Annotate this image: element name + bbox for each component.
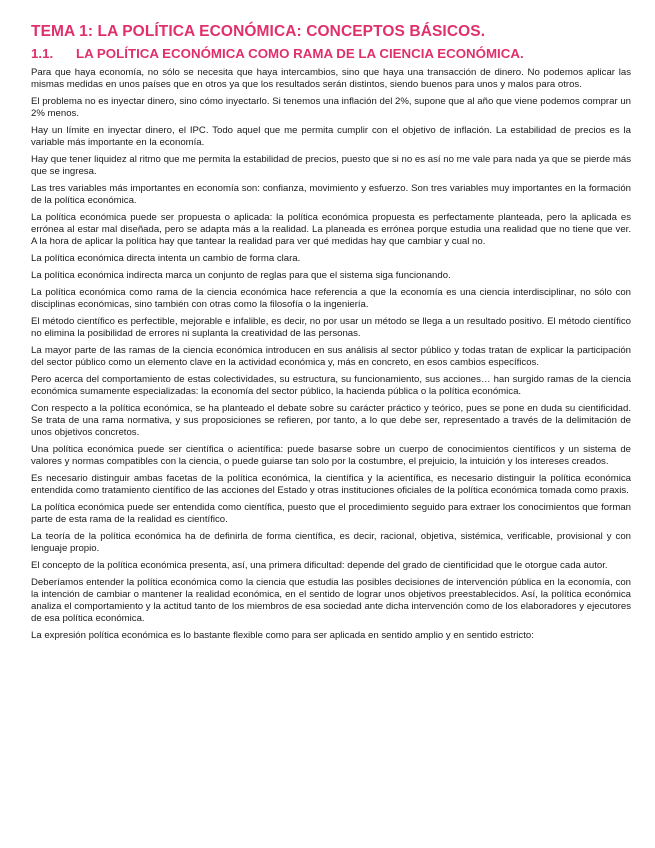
document-body — [31, 67, 631, 642]
section-title: LA POLÍTICA ECONÓMICA COMO RAMA DE LA CIENCIA ECONÓMICA. — [76, 46, 524, 61]
paragraph: El problema no es inyectar dinero, sino cómo inyectarlo. Si tenemos una inflación del 2%, supone que al año que viene podemos comprar un 2% menos. — [31, 96, 631, 120]
paragraph: La política económica directa intenta un cambio de forma clara. — [31, 253, 301, 265]
paragraph: El concepto de la política económica presenta, así, una primera dificultad: depende del grado de cientificidad que le otorgue cada autor. — [31, 560, 608, 571]
paragraph: La expresión política económica es lo bastante flexible como para ser aplicada en sentido amplio y en sentido estricto: — [31, 630, 534, 642]
paragraph: La política económica como rama de la ciencia económica hace referencia a que la economía es una ciencia interdisciplinar, no sólo con disciplinas económicas, sino también con otras como la filosofía o la ingeniería. — [31, 286, 631, 310]
paragraph: La teoría de la política económica ha de definirla de forma científica, es decir, racional, objetiva, sistémica, verificable, provisional y con lenguaje propio. — [31, 531, 631, 555]
paragraph: Con respecto a la política económica, se ha planteado el debate sobre su carácter práctico y teórico, pues se pone en duda su cientificidad. Se trata de una rama normativa, y sus proposiciones se refieren, por tanto, a lo que debe ser, representado a través de la delimitación de unos objetivos concretos. — [31, 402, 631, 439]
paragraph: Pero acerca del comportamiento de estas colectividades, su estructura, su funcionamiento, sus acciones… han surgido ramas de la ciencia económica sumamente especializadas: la economía del sector público, la hacienda pública o la política económica. — [31, 373, 631, 397]
section-number: 1.1. — [31, 46, 54, 61]
paragraph: La política económica puede ser propuesta o aplicada: la política económica propuesta es perfectamente planteada, pero la aplicada es errónea al estar mal diseñada, pero se adapta más a la realidad. La planeada es errónea porque estudia una realidad que no tiene que ver. A la hora de aplicar la política hay que tantear la realidad para ver qué medidas hay que cambiar y cual no. — [31, 212, 631, 248]
paragraph: La mayor parte de las ramas de la ciencia económica introducen en sus análisis al sector público y todas tratan de explicar la participación del sector público como un elemento clave en la actividad económica y, más en concreto, en esos cambios específicos. — [31, 344, 631, 368]
paragraph: Es necesario distinguir ambas facetas de la política económica, la científica y la acientífica, es necesario distinguir la política económica entendida como tratamiento científico de las acciones del Estado y otras instituciones oficiales de la política económica tomada como praxis. — [31, 473, 631, 497]
paragraph: Las tres variables más importantes en economía son: confianza, movimiento y esfuerzo. Son tres variables muy importantes en la formación de la política económica. — [31, 183, 631, 207]
paragraph: Hay que tener liquidez al ritmo que me permita la estabilidad de precios, puesto que si no es así no me vale para nada ya que se pierde más que se ingresa. — [31, 154, 631, 178]
paragraph: El método científico es perfectible, mejorable e infalible, es decir, no por usar un método se llega a un resultado positivo. El método científico no elimina la posibilidad de errores ni suplanta la creatividad de las personas. — [31, 315, 631, 339]
paragraph: Hay un límite en inyectar dinero, el IPC. Todo aquel que me permita cumplir con el objetivo de inflación. La estabilidad de precios es la variable más importante en la economía. — [31, 125, 631, 149]
paragraph: La política económica indirecta marca un conjunto de reglas para que el sistema siga funcionando. — [31, 270, 451, 281]
paragraph: Deberíamos entender la política económica como la ciencia que estudia las posibles decisiones de intervención pública en la economía, con la intención de cambiar o mantener la realidad económica, en el sentido de lograr unos objetivos preestablecidos. Así, la política económica analiza el comportamiento y la actitud tanto de los miembros de esa sociedad ante dicha intervención como de los elaboradores y ejecutores de esa política económica. — [31, 576, 631, 625]
paragraph: Para que haya economía, no sólo se necesita que haya intercambios, sino que haya una transacción de dinero. No podemos aplicar las mismas medidas en unos países que en otros ya que los resultados serán distintos, siendo buenos para unos y malos para otros. — [31, 67, 631, 91]
paragraph: Una política económica puede ser científica o acientífica: puede basarse sobre un cuerpo de conocimientos científicos y un sistema de valores y normas compatibles con la ciencia, o puede guiarse tan solo por la costumbre, el prejuicio, la intuición y los intereses creados. — [31, 444, 631, 468]
section-heading — [31, 45, 631, 63]
document-title: TEMA 1: LA POLÍTICA ECONÓMICA: CONCEPTOS BÁSICOS. — [31, 23, 486, 40]
paragraph: La política económica puede ser entendida como científica, puesto que el procedimiento seguido para extraer los conocimientos que forman parte de esta rama de la realidad es científico. — [31, 502, 631, 526]
